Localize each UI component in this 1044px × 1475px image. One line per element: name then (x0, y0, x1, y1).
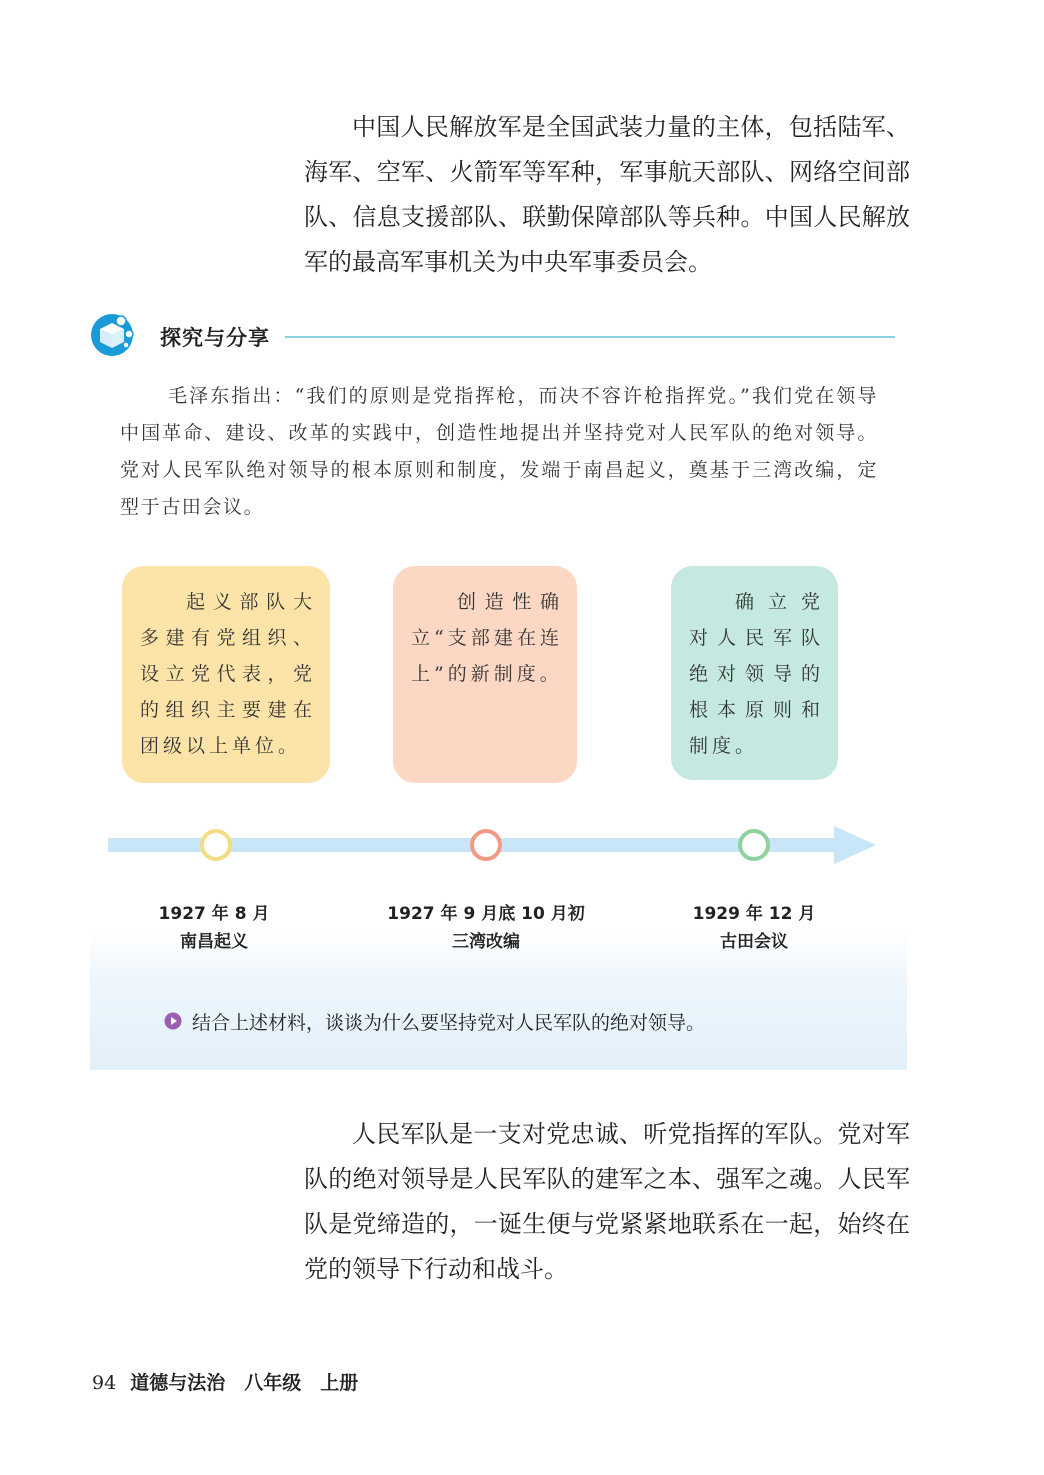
play-icon (164, 1012, 182, 1030)
timeline-card-sanwan: 创造性确立“支部建在连上”的新制度。 (393, 566, 577, 783)
prompt-text: 结合上述材料，谈谈为什么要坚持党对人民军队的绝对领导。 (192, 1012, 706, 1034)
section-title: 探究与分享 (160, 326, 270, 350)
timeline-card-nanchang: 起义部队大多建有党组织、设立党代表，党的组织主要建在团级以上单位。 (122, 566, 330, 783)
section-divider (285, 336, 895, 338)
timeline-date: 1927 年 8 月 (158, 904, 270, 924)
timeline-event: 三湾改编 (452, 932, 520, 952)
timeline-card-gutian: 确立党对人民军队绝对领导的根本原则和制度。 (671, 566, 838, 780)
timeline-label-gutian (634, 900, 874, 956)
timeline-node-gutian (740, 831, 768, 859)
timeline-node-sanwan (472, 831, 500, 859)
page-footer (92, 1368, 358, 1395)
discussion-prompt (164, 1006, 884, 1036)
timeline-node-nanchang (202, 831, 230, 859)
timeline-event: 古田会议 (720, 932, 788, 952)
timeline-label-nanchang (94, 900, 334, 956)
intro-paragraph: 中国人民解放军是全国武装力量的主体，包括陆军、海军、空军、火箭军等军种，军事航天部队、网络空间部队、信息支援部队、联勤保障部队等兵种。中国人民解放军的最高军事机关为中央军事委员会。 (304, 113, 910, 276)
book-title: 道德与法治 八年级 上册 (130, 1372, 359, 1394)
page-number: 94 (92, 1372, 117, 1394)
timeline-date: 1929 年 12 月 (692, 904, 816, 924)
section-header (90, 312, 905, 362)
timeline-event: 南昌起义 (180, 932, 248, 952)
timeline-label-sanwan (366, 900, 606, 956)
cube-icon (90, 312, 136, 358)
timeline-date: 1927 年 9 月底 10 月初 (387, 904, 585, 924)
closing-paragraph: 人民军队是一支对党忠诚、听党指挥的军队。党对军队的绝对领导是人民军队的建军之本、强军之魂。人民军队是党缔造的，一诞生便与党紧紧地联系在一起，始终在党的领导下行动和战斗。 (304, 1120, 910, 1283)
timeline-arrow (100, 820, 890, 872)
timeline-arrowhead (834, 826, 876, 864)
quote-paragraph: 毛泽东指出：“我们的原则是党指挥枪，而决不容许枪指挥党。”我们党在领导中国革命、建设、改革的实践中，创造性地提出并坚持党对人民军队的绝对领导。党对人民军队绝对领导的根本原则和制度，发端于南昌起义，奠基于三湾改编，定型于古田会议。 (120, 385, 878, 518)
